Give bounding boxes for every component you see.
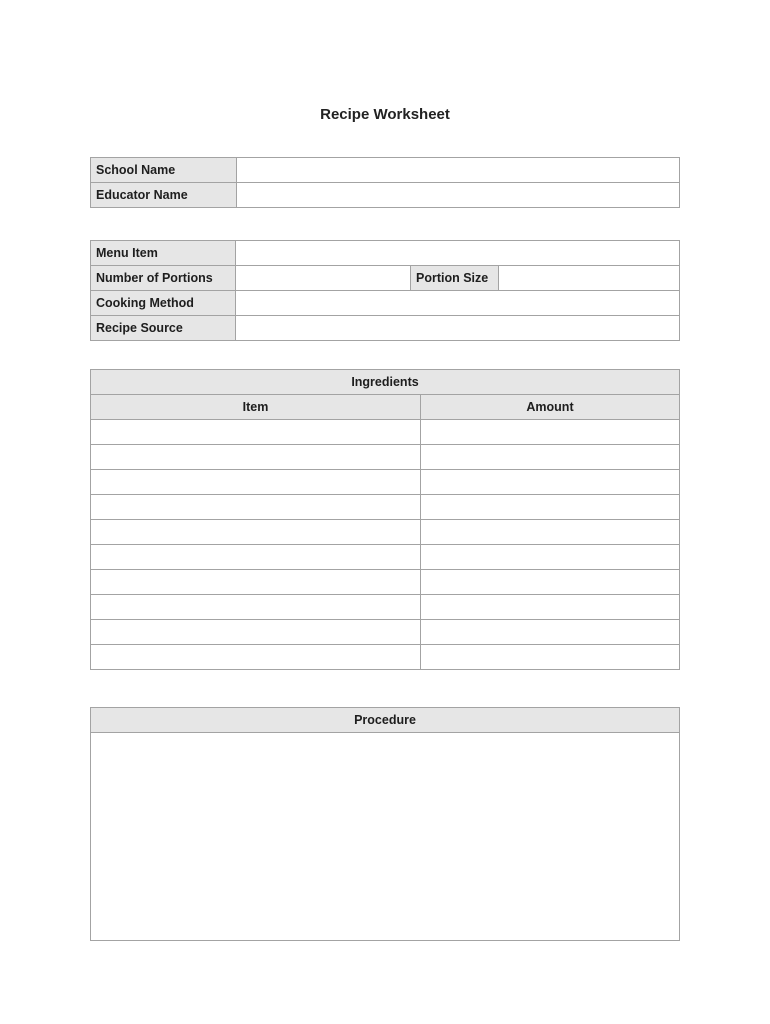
recipe-source-row [91, 316, 680, 341]
ingredient-item-cell[interactable] [91, 570, 421, 595]
educator-name-field[interactable] [237, 183, 680, 208]
ingredient-item-cell[interactable] [91, 645, 421, 670]
procedure-field[interactable] [91, 733, 680, 941]
ingredient-item-cell[interactable] [91, 595, 421, 620]
portions-label: Number of Portions [91, 266, 236, 291]
table-row [91, 570, 680, 595]
table-row [91, 420, 680, 445]
ingredient-item-cell[interactable] [91, 520, 421, 545]
portion-size-label: Portion Size [411, 266, 499, 291]
amount-column-header: Amount [421, 395, 680, 420]
ingredient-amount-cell[interactable] [421, 645, 680, 670]
portions-row [91, 266, 680, 291]
procedure-heading: Procedure [91, 708, 680, 733]
ingredients-table [90, 369, 680, 670]
ingredient-item-cell[interactable] [91, 495, 421, 520]
table-row [91, 645, 680, 670]
recipe-source-label: Recipe Source [91, 316, 236, 341]
ingredient-item-cell[interactable] [91, 545, 421, 570]
ingredient-amount-cell[interactable] [421, 495, 680, 520]
menu-info-table [90, 240, 680, 341]
ingredients-heading-row [91, 370, 680, 395]
table-row [91, 495, 680, 520]
cooking-method-row [91, 291, 680, 316]
ingredient-amount-cell[interactable] [421, 470, 680, 495]
item-column-header: Item [91, 395, 421, 420]
ingredient-amount-cell[interactable] [421, 545, 680, 570]
school-info-table [90, 157, 680, 208]
school-name-row [91, 158, 680, 183]
ingredient-item-cell[interactable] [91, 620, 421, 645]
portions-field[interactable] [236, 266, 411, 291]
procedure-body-row [91, 733, 680, 941]
ingredient-item-cell[interactable] [91, 470, 421, 495]
table-row [91, 595, 680, 620]
ingredient-amount-cell[interactable] [421, 595, 680, 620]
recipe-source-field[interactable] [236, 316, 680, 341]
educator-name-label: Educator Name [91, 183, 237, 208]
ingredients-column-headers [91, 395, 680, 420]
portion-size-field[interactable] [499, 266, 680, 291]
ingredient-amount-cell[interactable] [421, 445, 680, 470]
menu-item-field[interactable] [236, 241, 680, 266]
ingredient-item-cell[interactable] [91, 445, 421, 470]
table-row [91, 470, 680, 495]
page-title: Recipe Worksheet [320, 106, 450, 123]
table-row [91, 545, 680, 570]
table-row [91, 520, 680, 545]
ingredients-heading: Ingredients [91, 370, 680, 395]
ingredient-amount-cell[interactable] [421, 420, 680, 445]
procedure-table [90, 707, 680, 941]
procedure-heading-row [91, 708, 680, 733]
ingredient-item-cell[interactable] [91, 420, 421, 445]
table-row [91, 445, 680, 470]
ingredient-amount-cell[interactable] [421, 570, 680, 595]
school-name-field[interactable] [237, 158, 680, 183]
table-row [91, 620, 680, 645]
ingredient-amount-cell[interactable] [421, 520, 680, 545]
menu-item-label: Menu Item [91, 241, 236, 266]
menu-item-row [91, 241, 680, 266]
school-name-label: School Name [91, 158, 237, 183]
cooking-method-label: Cooking Method [91, 291, 236, 316]
cooking-method-field[interactable] [236, 291, 680, 316]
educator-name-row [91, 183, 680, 208]
ingredient-amount-cell[interactable] [421, 620, 680, 645]
